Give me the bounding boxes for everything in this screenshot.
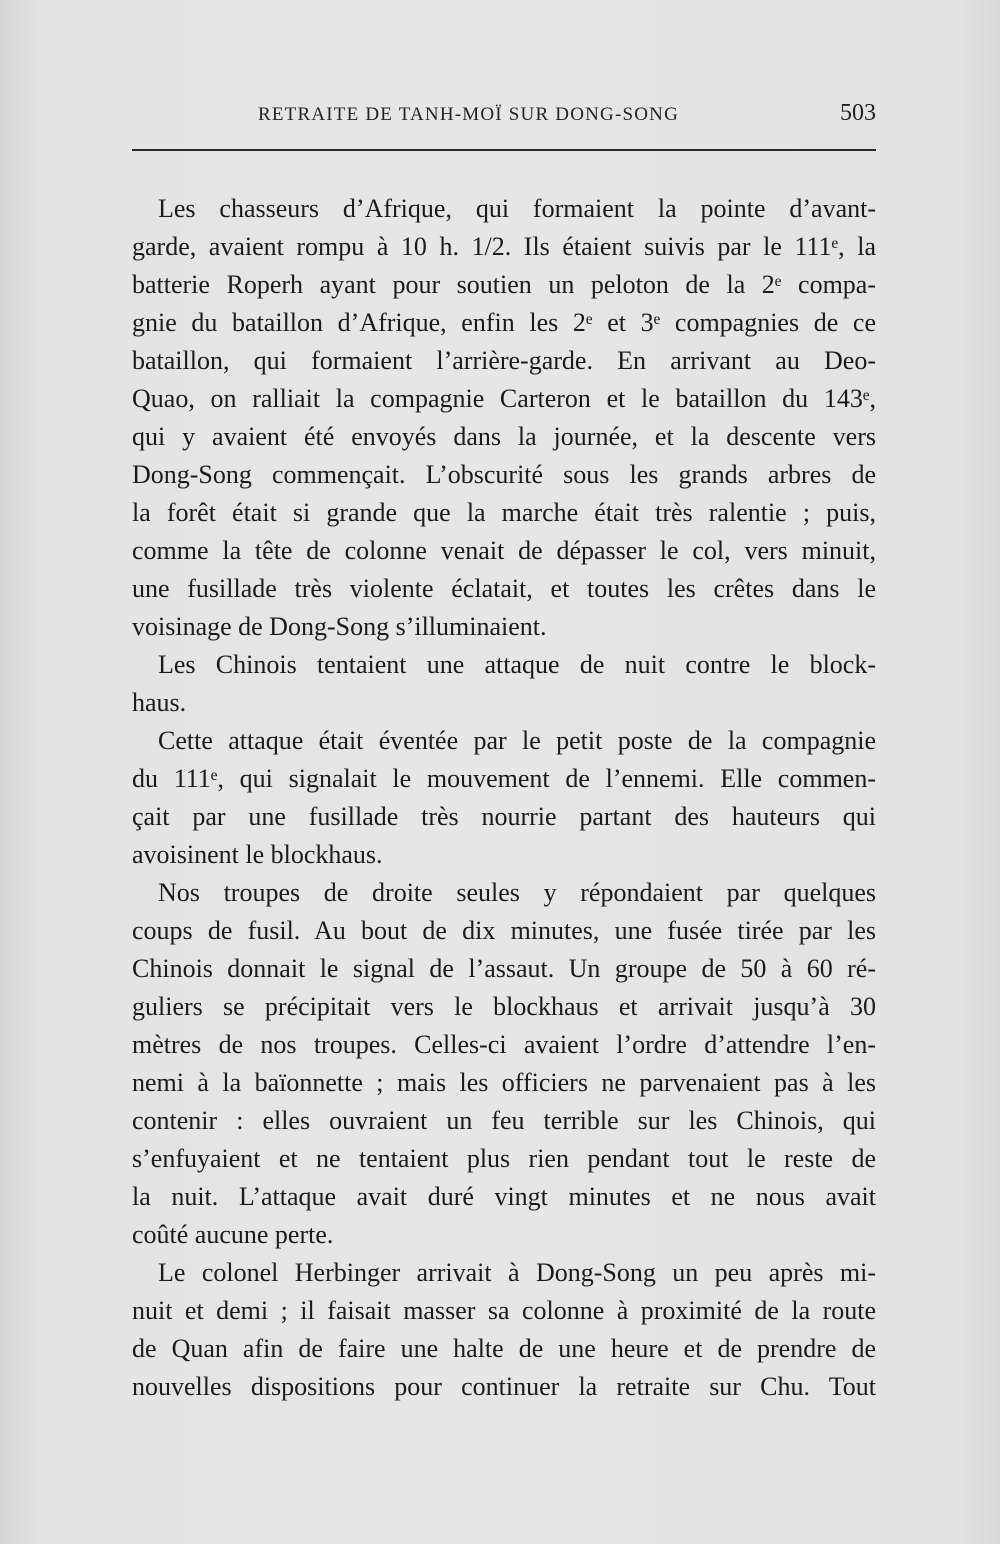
text-line: coups de fusil. Au bout de dix minutes, une fusée tirée par les [132, 916, 876, 945]
text-line: bataillon, qui formaient l’arrière-garde. En arrivant au Deo- [132, 346, 876, 375]
text-line: Les chasseurs d’Afrique, qui formaient la pointe d’avant- [158, 194, 876, 223]
paragraph [132, 190, 876, 646]
text-line: Cette attaque était éventée par le petit poste de la compagnie [158, 726, 876, 755]
text-line: une fusillade très violente éclatait, et toutes les crêtes dans le [132, 574, 876, 603]
text-line: çait par une fusillade très nourrie partant des hauteurs qui [132, 802, 876, 831]
text-line: nuit et demi ; il faisait masser sa colonne à proximité de la route [132, 1296, 876, 1325]
text-line: Dong-Song commençait. L’obscurité sous les grands arbres de [132, 460, 876, 489]
text-line: du 111ᵉ, qui signalait le mouvement de l’ennemi. Elle commen- [132, 764, 876, 793]
paragraph [132, 1254, 876, 1406]
text-line: batterie Roperh ayant pour soutien un peloton de la 2ᵉ compa- [132, 270, 876, 299]
text-line: Chinois donnait le signal de l’assaut. Un groupe de 50 à 60 ré- [132, 954, 876, 983]
text-line: nouvelles dispositions pour continuer la retraite sur Chu. Tout [132, 1372, 876, 1401]
text-line: comme la tête de colonne venait de dépasser le col, vers minuit, [132, 536, 876, 565]
text-line: haus. [132, 688, 187, 717]
text-line: coûté aucune perte. [132, 1220, 334, 1249]
text-line: guliers se précipitait vers le blockhaus et arrivait jusqu’à 30 [132, 992, 876, 1021]
page-number: 503 [840, 100, 876, 126]
text-line: Les Chinois tentaient une attaque de nuit contre le block- [158, 650, 876, 679]
text-line: de Quan afin de faire une halte de une heure et de prendre de [132, 1334, 876, 1363]
text-line: Quao, on ralliait la compagnie Carteron et le bataillon du 143ᵉ, [132, 384, 876, 413]
text-line: contenir : elles ouvraient un feu terrible sur les Chinois, qui [132, 1106, 876, 1135]
text-line: qui y avaient été envoyés dans la journée, et la descente vers [132, 422, 876, 451]
text-line: Nos troupes de droite seules y répondaient par quelques [158, 878, 876, 907]
text-line: avoisinent le blockhaus. [132, 840, 383, 869]
text-line: gnie du bataillon d’Afrique, enfin les 2ᵉ et 3ᵉ compagnies de ce [132, 308, 876, 337]
text-line: la forêt était si grande que la marche était très ralentie ; puis, [132, 498, 876, 527]
text-line: garde, avaient rompu à 10 h. 1/2. Ils étaient suivis par le 111ᵉ, la [132, 232, 876, 261]
running-head [132, 100, 876, 136]
paragraph [132, 874, 876, 1254]
text-line: s’enfuyaient et ne tentaient plus rien pendant tout le reste de [132, 1144, 876, 1173]
body-text [132, 190, 876, 1406]
running-title: RETRAITE DE TANH-MOÏ SUR DONG-SONG [258, 104, 680, 125]
text-line: voisinage de Dong-Song s’illuminaient. [132, 612, 547, 641]
paragraph [132, 646, 876, 722]
text-line: Le colonel Herbinger arrivait à Dong-Song un peu après mi- [158, 1258, 876, 1287]
paragraph [132, 722, 876, 874]
header-rule [132, 149, 876, 151]
text-line: nemi à la baïonnette ; mais les officiers ne parvenaient pas à les [132, 1068, 876, 1097]
text-line: la nuit. L’attaque avait duré vingt minutes et ne nous avait [132, 1182, 876, 1211]
text-line: mètres de nos troupes. Celles-ci avaient l’ordre d’attendre l’en- [132, 1030, 876, 1059]
